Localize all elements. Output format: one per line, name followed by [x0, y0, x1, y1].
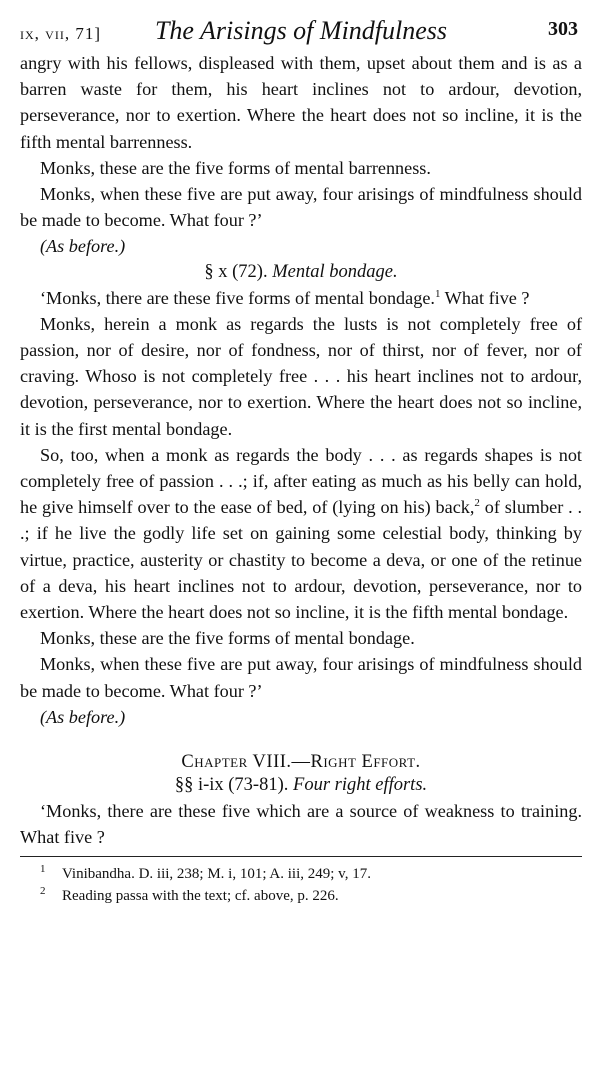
paragraph-text: What five ?	[440, 287, 530, 308]
paragraph	[20, 285, 582, 311]
footnote: 1 Vinibandha. D. iii, 238; M. i, 101; A. iii, 249; v, 17.	[40, 863, 371, 883]
paragraph: Monks, when these five are put away, four arisings of mindfulness should be made to become. What four ?’	[20, 654, 582, 701]
footnote-ref: 1	[434, 287, 441, 300]
footnote-divider	[20, 856, 582, 857]
section-title: Mental bondage.	[272, 261, 398, 282]
header-title: The Arisings of Mindfulness	[154, 16, 448, 45]
header-reference: ix, vii, 71]	[20, 24, 101, 43]
footnote: 2 Reading passa with the text; cf. above, p. 226.	[40, 885, 339, 905]
paragraph-text: ‘Monks, there are these five forms of mental bondage.	[40, 287, 435, 308]
paragraph: angry with his fellows, displeased with them, upset about them and is as a barren waste for them, his heart inclines not to ardour, devotion, perseverance, nor to exertion. Where the heart does not so incline, it is the fifth mental barrenness.	[20, 53, 582, 152]
section-number: § x (72).	[204, 261, 273, 282]
as-before-note: (As before.)	[40, 236, 126, 257]
running-header	[20, 16, 582, 50]
footnote-text: Reading passa with the text; cf. above, p. 226.	[62, 888, 339, 905]
section-number: §§ i-ix (73-81).	[174, 775, 294, 796]
section-title: Four right efforts.	[293, 775, 428, 796]
section-heading-73	[20, 775, 582, 796]
section-heading-72	[20, 262, 582, 283]
paragraph: ‘Monks, there are these five which are a source of weakness to training. What five ?	[20, 801, 582, 848]
chapter-heading: Chapter VIII.—Right Effort.	[181, 752, 421, 773]
paragraph: Monks, these are the five forms of mental barrenness.	[40, 157, 431, 178]
page-number: 303	[548, 18, 578, 40]
paragraph: Monks, when these five are put away, four arisings of mindfulness should be made to become. What four ?’	[20, 184, 582, 231]
paragraph: Monks, these are the five forms of mental bondage.	[40, 628, 415, 649]
as-before-note: (As before.)	[40, 706, 126, 727]
footnote-text: Vinibandha. D. iii, 238; M. i, 101; A. iii, 249; v, 17.	[62, 866, 371, 883]
paragraph	[20, 442, 582, 625]
paragraph-text: of slumber . . .; if he live the godly life set on gaining some celestial body, thinking by virtue, practice, austerity or chastity to become a deva, or one of the retinue of a deva, his heart inclines not to ardour, devotion, perseverance, nor to exertion. Where the heart does not so incline, it is the fifth mental bondage.	[20, 497, 582, 623]
paragraph: Monks, herein a monk as regards the lusts is not completely free of passion, nor of desire, nor of fondness, nor of thirst, nor of fever, nor of craving. Whoso is not completely free . . . his heart inclines not to ardour, devotion, perseverance, nor to exertion. Where the heart does not so incline, it is the first mental bondage.	[20, 313, 582, 439]
paragraph-text: So, too, when a monk as regards the body . . . as regards shapes is not completely free of passion . . .; if, after eating as much as his belly can hold, he give himself over to the ease of bed, of (lying on his) back,	[20, 444, 582, 518]
footnote-ref: 2	[474, 497, 480, 510]
